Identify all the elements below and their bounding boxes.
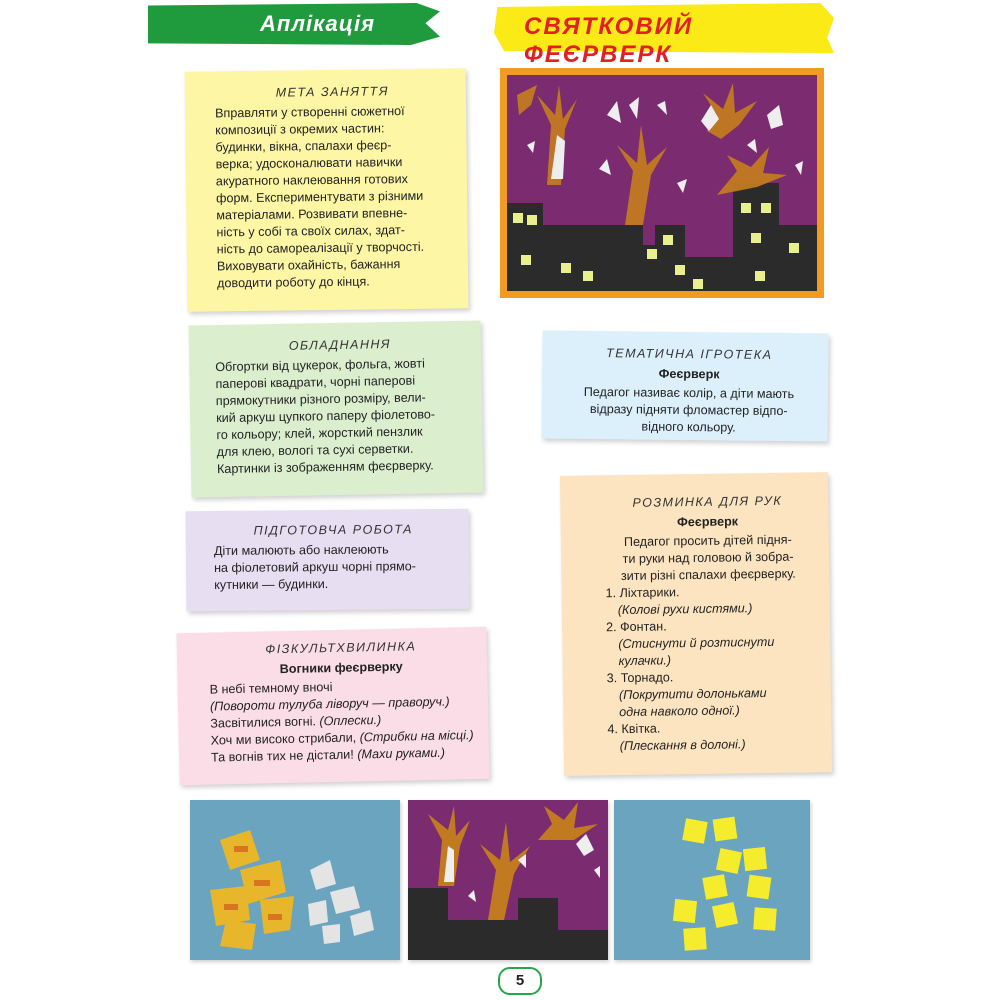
physical-verse: Засвітилися вогні. — [210, 714, 320, 731]
equipment-title: ОБЛАДНАННЯ — [288, 337, 392, 353]
step-photo-assembled — [408, 800, 608, 960]
physical-text — [209, 676, 475, 767]
equipment-line: прямокутники різного розміру, вели- — [215, 390, 426, 409]
page-title: СВЯТКОВИЙ ФЕЄРВЕРК — [524, 13, 694, 68]
game-note — [541, 331, 828, 442]
physical-minute-note — [176, 627, 489, 785]
equipment-line: паперові квадрати, чорні паперові — [215, 373, 416, 392]
artwork-illustration — [507, 75, 817, 291]
equipment-text — [215, 355, 467, 478]
goal-line: матеріалами. Розвивати впевне- — [216, 206, 408, 223]
step-photo-squares — [614, 800, 810, 960]
warmup-item-instruction: кулачки.) — [618, 653, 672, 669]
goal-line: ність у собі та своїх силах, здат- — [216, 223, 406, 240]
equipment-line: го кольору; клей, жорсткий пензлик — [216, 424, 423, 443]
goal-line: композиції з окремих частин: — [215, 121, 385, 138]
step-photo-wrappers — [190, 800, 400, 960]
goal-line: будинки, вікна, спалахи феєр- — [215, 138, 392, 155]
goal-line: акуратного наклеювання готових — [215, 172, 408, 189]
warmup-item-label: 1. Ліхтарики. — [605, 585, 680, 601]
warmup-title: РОЗМИНКА ДЛЯ РУК — [632, 493, 783, 510]
goal-line: ність до самореалізації у творчості. — [216, 239, 425, 257]
equipment-line: для клею, вологі та сухі серветки. — [216, 441, 414, 460]
warmup-note — [560, 472, 832, 776]
warmup-list — [601, 582, 817, 755]
assembled-illustration — [408, 800, 608, 960]
goal-title: МЕТА ЗАНЯТТЯ — [275, 84, 390, 100]
physical-verse: Та вогнів тих не дістали! — [210, 747, 358, 765]
page-number: 5 — [498, 967, 542, 995]
wrappers-illustration — [190, 800, 400, 960]
warmup-item-label: 2. Фонтан. — [605, 619, 667, 635]
game-text — [565, 384, 812, 438]
physical-instruction: (Оплески.) — [319, 712, 382, 729]
section-banner — [148, 3, 440, 45]
warmup-item-instruction: одна навколо одної.) — [619, 703, 740, 720]
warmup-item-instruction: (Покрутити долоньками — [618, 686, 767, 703]
goal-note — [185, 68, 469, 311]
prep-line: кутники — будинки. — [214, 576, 329, 592]
artwork-photo — [500, 68, 824, 298]
physical-title: ФІЗКУЛЬТХВИЛИНКА — [265, 639, 417, 657]
physical-verse: Хоч ми високо стрибали, — [210, 730, 360, 748]
warmup-intro — [601, 531, 816, 585]
warmup-intro-line: ти руки над головою й зобра- — [622, 549, 794, 567]
prep-note — [186, 509, 470, 611]
prep-line: на фіолетовий аркуш чорні прямо- — [214, 559, 417, 575]
warmup-item-label: 3. Торнадо. — [606, 670, 674, 686]
physical-verse: В небі темному вночі — [209, 680, 333, 697]
physical-instruction: (Стрибки на місці.) — [359, 728, 474, 745]
title-banner — [494, 3, 834, 68]
warmup-intro-line: Педагог просить дітей підня- — [623, 532, 792, 549]
goal-line: Вправляти у створенні сюжетної — [214, 104, 405, 121]
section-label: Аплікація — [260, 11, 376, 36]
game-subtitle: Феєрверк — [658, 366, 720, 382]
prep-text — [214, 541, 453, 594]
warmup-item-instruction: (Стиснути й розтиснути — [618, 634, 775, 652]
prep-title: ПІДГОТОВЧА РОБОТА — [253, 522, 413, 538]
equipment-line: Картинки із зображенням феєрверку. — [216, 458, 434, 477]
warmup-item-label: 4. Квітка. — [607, 721, 661, 737]
goal-line: доводити роботу до кінця. — [217, 274, 370, 291]
prep-line: Діти малюють або наклеюють — [213, 542, 389, 558]
goal-line: верка; удосконалювати навички — [215, 155, 403, 172]
squares-illustration — [614, 800, 810, 960]
warmup-item-instruction: (Плескання в долоні.) — [619, 737, 746, 754]
physical-instruction: (Махи руками.) — [357, 745, 446, 762]
warmup-item-instruction: (Колові рухи кистями.) — [617, 601, 753, 618]
warmup-subtitle: Феєрверк — [676, 514, 739, 530]
physical-instruction: (Повороти тулуба ліворуч — праворуч.) — [209, 694, 450, 714]
warmup-intro-line: зити різні спалахи феєрверку. — [620, 566, 796, 584]
equipment-line: кий аркуш цупкого паперу фіолетово- — [216, 407, 436, 426]
goal-text — [215, 102, 452, 292]
physical-subtitle: Вогники феєрверку — [279, 659, 403, 677]
game-line: відного кольору. — [641, 419, 736, 435]
equipment-line: Обгортки від цукерок, фольга, жовті — [215, 356, 425, 375]
goal-line: форм. Експериментувати з різними — [216, 188, 424, 206]
equipment-note — [189, 320, 484, 497]
game-line: відразу підняти фломастер відпо- — [589, 402, 788, 419]
game-title: ТЕМАТИЧНА ІГРОТЕКА — [606, 346, 773, 362]
goal-line: Виховувати охайність, бажання — [216, 257, 401, 274]
game-line: Педагог називає колір, а діти мають — [583, 384, 795, 402]
